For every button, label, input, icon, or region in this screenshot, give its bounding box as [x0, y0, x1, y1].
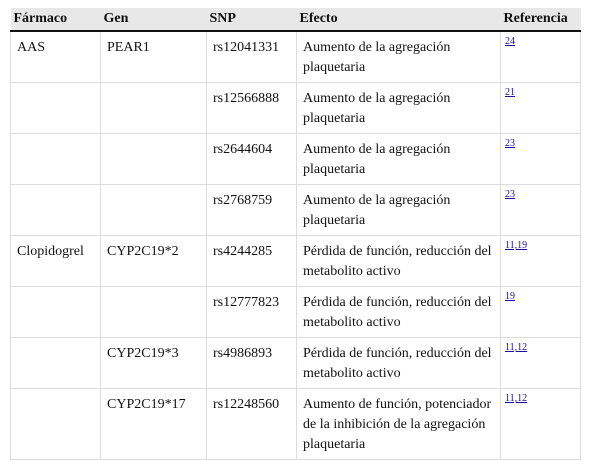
cell-farmaco	[11, 83, 101, 134]
cell-referencia	[501, 31, 581, 83]
table-row	[11, 31, 581, 83]
table-row	[11, 83, 581, 134]
cell-efecto: Aumento de la agregación plaquetaria	[297, 83, 501, 134]
reference-link[interactable]: 11,19	[505, 240, 528, 251]
reference-link[interactable]: 24	[505, 36, 515, 47]
table-header-row	[11, 8, 581, 31]
header-efecto: Efecto	[297, 8, 501, 31]
cell-efecto: Pérdida de función, reducción del metabolito activo	[297, 338, 501, 389]
cell-efecto: Aumento de función, potenciador de la inhibición de la agregación plaquetaria	[297, 389, 501, 460]
cell-efecto: Aumento de la agregación plaquetaria	[297, 134, 501, 185]
cell-referencia	[501, 236, 581, 287]
cell-gen: CYP2C19*3	[101, 338, 207, 389]
cell-snp: rs12041331	[207, 31, 297, 83]
table-row	[11, 287, 581, 338]
cell-referencia	[501, 287, 581, 338]
cell-farmaco	[11, 389, 101, 460]
reference-link[interactable]: 11,12	[505, 393, 528, 404]
reference-link[interactable]: 19	[505, 291, 515, 302]
cell-farmaco	[11, 338, 101, 389]
cell-efecto: Aumento de la agregación plaquetaria	[297, 31, 501, 83]
pharmacogenomics-table-container	[10, 8, 580, 460]
cell-referencia	[501, 185, 581, 236]
header-gen: Gen	[101, 8, 207, 31]
reference-link[interactable]: 23	[505, 189, 515, 200]
cell-efecto: Aumento de la agregación plaquetaria	[297, 185, 501, 236]
cell-referencia	[501, 83, 581, 134]
cell-snp: rs12248560	[207, 389, 297, 460]
cell-farmaco	[11, 134, 101, 185]
cell-gen	[101, 185, 207, 236]
reference-link[interactable]: 11,12	[505, 342, 528, 353]
cell-gen	[101, 134, 207, 185]
cell-referencia	[501, 338, 581, 389]
cell-snp: rs4986893	[207, 338, 297, 389]
cell-farmaco: AAS	[11, 31, 101, 83]
table-row	[11, 338, 581, 389]
cell-snp: rs2768759	[207, 185, 297, 236]
cell-referencia	[501, 389, 581, 460]
cell-gen: CYP2C19*2	[101, 236, 207, 287]
cell-efecto: Pérdida de función, reducción del metabolito activo	[297, 236, 501, 287]
cell-snp: rs12566888	[207, 83, 297, 134]
cell-farmaco: Clopidogrel	[11, 236, 101, 287]
table-row	[11, 134, 581, 185]
header-referencia: Referencia	[501, 8, 581, 31]
cell-farmaco	[11, 185, 101, 236]
cell-referencia	[501, 134, 581, 185]
cell-farmaco	[11, 287, 101, 338]
header-farmaco: Fármaco	[11, 8, 101, 31]
cell-snp: rs12777823	[207, 287, 297, 338]
reference-link[interactable]: 23	[505, 138, 515, 149]
reference-link[interactable]: 21	[505, 87, 515, 98]
header-snp: SNP	[207, 8, 297, 31]
cell-gen: PEAR1	[101, 31, 207, 83]
cell-gen: CYP2C19*17	[101, 389, 207, 460]
table-row	[11, 389, 581, 460]
cell-efecto: Pérdida de función, reducción del metabolito activo	[297, 287, 501, 338]
cell-gen	[101, 287, 207, 338]
cell-snp: rs2644604	[207, 134, 297, 185]
table-row	[11, 236, 581, 287]
pharmacogenomics-table	[10, 8, 581, 460]
cell-gen	[101, 83, 207, 134]
table-row	[11, 185, 581, 236]
cell-snp: rs4244285	[207, 236, 297, 287]
